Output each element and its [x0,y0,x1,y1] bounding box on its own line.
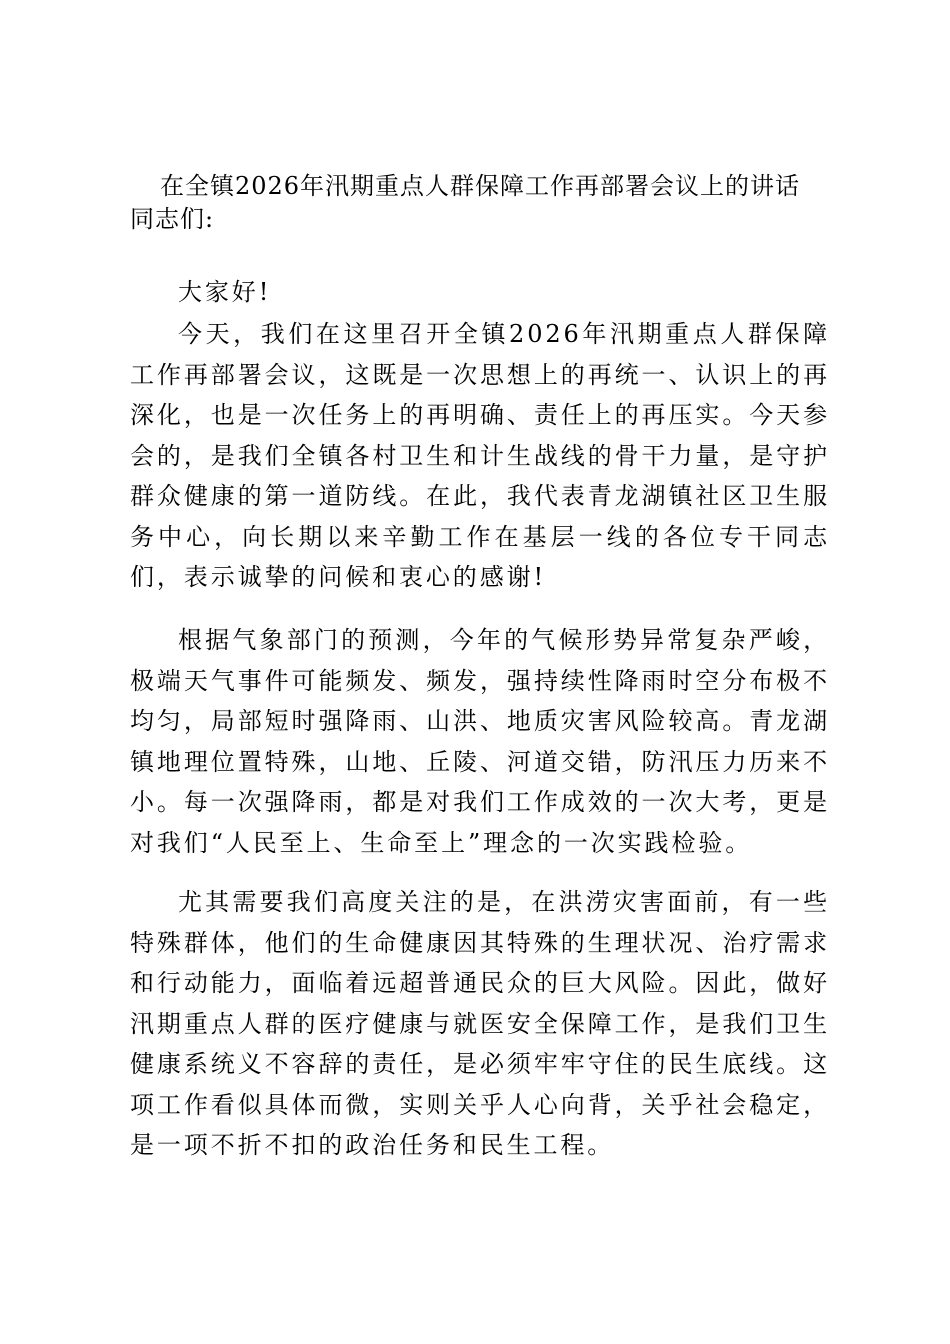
document-title: 在全镇2026年汛期重点人群保障工作再部署会议上的讲话 [159,172,801,200]
paragraph-key-groups: 尤其需要我们高度关注的是，在洪涝灾害面前，有一些特殊群体，他们的生命健康因其特殊的生理状况、治疗需求和行动能力，面临着远超普通民众的巨大风险。因此，做好汛期重点人群的医疗健康与就医安全保障工作，是我们卫生健康系统义不容辞的责任，是必须牢牢守住的民生底线。这项工作看似具体而微，实则关乎人心向背，关乎社会稳定，是一项不折不扣的政治任务和民生工程。 [130,888,830,1159]
paragraph-weather-situation: 根据气象部门的预测，今年的气候形势异常复杂严峻，极端天气事件可能频发、频发，强持续性降雨时空分布极不均匀，局部短时强降雨、山洪、地质灾害风险较高。青龙湖镇地理位置特殊，山地、丘陵、河道交错，防汛压力历来不小。每一次强降雨，都是对我们工作成效的一次大考，更是对我们“人民至上、生命至上”理念的一次实践检验。 [130,626,830,857]
paragraph-introduction: 今天，我们在这里召开全镇2026年汛期重点人群保障工作再部署会议，这既是一次思想上的再统一、认识上的再深化，也是一次任务上的再明确、责任上的再压实。今天参会的，是我们全镇各村卫生和计生战线的骨干力量，是守护群众健康的第一道防线。在此，我代表青龙湖镇社区卫生服务中心，向长期以来辛勤工作在基层一线的各位专干同志们，表示诚挚的问候和衷心的感谢! [130,320,830,591]
salutation: 同志们: [130,205,215,233]
paragraph-greeting: 大家好! [178,278,272,306]
